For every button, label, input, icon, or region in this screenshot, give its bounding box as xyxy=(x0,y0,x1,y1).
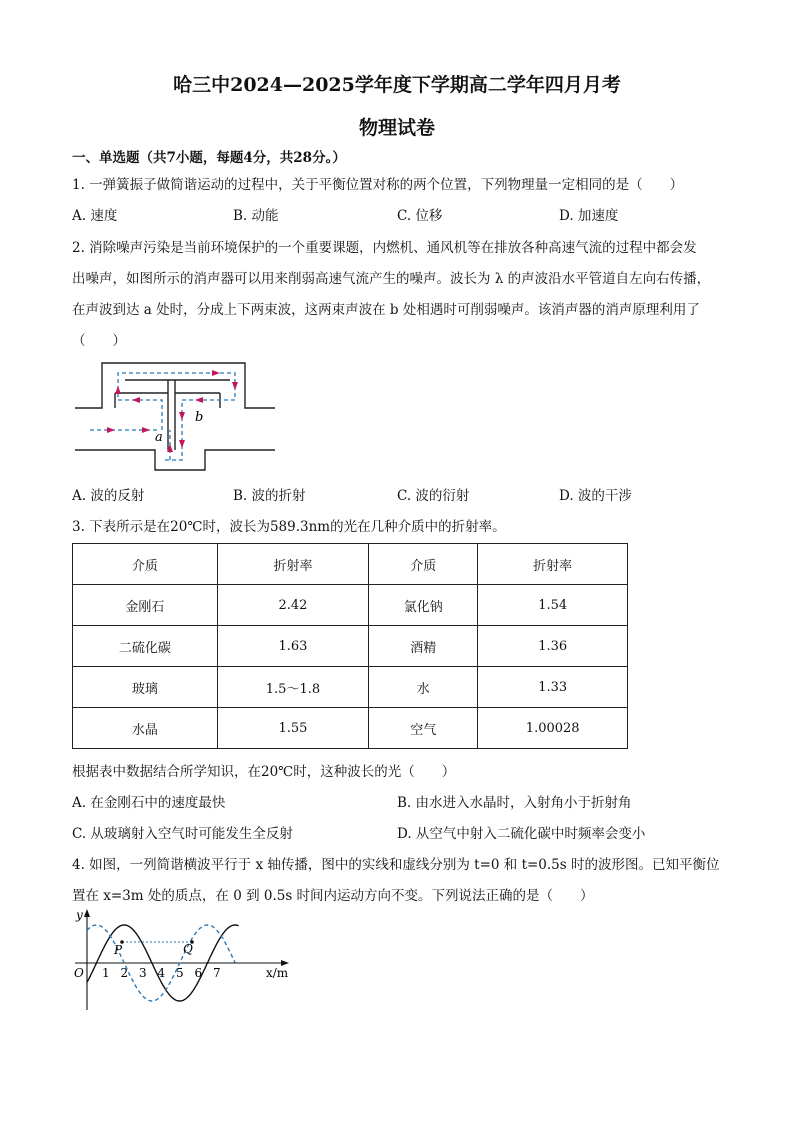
x-tick-label: 7 xyxy=(213,966,221,980)
q2-stem-line-3: 在声波到达 a 处时，分成上下两束波，这两束声波在 b 处相遇时可削弱噪声。该消声器的消声原理利用了 xyxy=(72,302,700,318)
table-cell: 1.54 xyxy=(478,585,628,626)
x-tick-label: 3 xyxy=(139,966,147,980)
x-axis-label: x/m xyxy=(266,966,289,980)
sound-path xyxy=(90,373,235,460)
q1-stem: 1. 一弹簧振子做简谐运动的过程中，关于平衡位置对称的两个位置，下列物理量一定相同的是（ ） xyxy=(72,177,684,193)
table-cell: 氯化钠 xyxy=(369,585,478,626)
q2-stem-line-2: 出噪声，如图所示的消声器可以用来削弱高速气流产生的噪声。波长为 λ 的声波沿水平管道自左向右传播， xyxy=(72,271,711,287)
x-tick-label: 6 xyxy=(194,966,203,980)
q3-option-c: C. 从玻璃射入空气时可能发生全反射 xyxy=(72,826,293,842)
point-q-label: Q xyxy=(183,942,193,956)
exam-title: 哈三中2024—2025学年度下学期高二学年四月月考 xyxy=(173,74,621,96)
label-a: a xyxy=(155,430,163,445)
table-row xyxy=(73,585,628,626)
q1-option-c: C. 位移 xyxy=(397,208,443,224)
x-tick-label: 2 xyxy=(120,966,129,980)
q3-question: 根据表中数据结合所学知识，在20℃时，这种波长的光（ ） xyxy=(72,764,456,780)
q2-option-c: C. 波的衍射 xyxy=(397,488,470,504)
muffler-pipe xyxy=(75,363,275,470)
q2-option-a: A. 波的反射 xyxy=(72,488,145,504)
table-header: 介质 xyxy=(369,544,478,585)
q3-option-d: D. 从空气中射入二硫化碳中时频率会变小 xyxy=(397,826,646,842)
origin-label: O xyxy=(74,966,84,980)
q2-option-b: B. 波的折射 xyxy=(233,488,306,504)
table-cell: 水晶 xyxy=(73,708,218,749)
table-header: 折射率 xyxy=(217,544,368,585)
refractive-index-table xyxy=(72,543,628,749)
y-axis-arrow xyxy=(84,909,90,917)
table-cell: 酒精 xyxy=(369,626,478,667)
exam-subtitle: 物理试卷 xyxy=(358,117,435,139)
table-cell: 空气 xyxy=(369,708,478,749)
q3-option-b: B. 由水进入水晶时，入射角小于折射角 xyxy=(397,795,632,811)
y-axis-label: y xyxy=(76,908,83,922)
direction-arrows xyxy=(107,370,238,452)
table-cell: 2.42 xyxy=(217,585,368,626)
axes xyxy=(75,913,285,1010)
q1-option-b: B. 动能 xyxy=(233,208,279,224)
wave-graph xyxy=(70,905,295,1015)
q2-stem-line-4: （ ） xyxy=(72,333,126,349)
q3-option-a: A. 在金刚石中的速度最快 xyxy=(72,795,226,811)
table-cell: 1.55 xyxy=(217,708,368,749)
x-tick-label: 5 xyxy=(176,966,184,980)
table-cell: 二硫化碳 xyxy=(73,626,218,667)
section-heading: 一、单选题（共7小题，每题4分，共28分。） xyxy=(72,150,346,166)
table-cell: 1.33 xyxy=(478,667,628,708)
table-header-row xyxy=(73,544,628,585)
table-cell: 1.36 xyxy=(478,626,628,667)
table-header: 折射率 xyxy=(478,544,628,585)
q1-option-a: A. 速度 xyxy=(72,208,118,224)
table-cell: 1.63 xyxy=(217,626,368,667)
q3-stem: 3. 下表所示是在20℃时，波长为589.3nm的光在几种介质中的折射率。 xyxy=(72,519,506,535)
table-row xyxy=(73,626,628,667)
q1-option-d: D. 加速度 xyxy=(559,208,619,224)
q4-stem-line-1: 4. 如图，一列简谐横波平行于 x 轴传播，图中的实线和虚线分别为 t=0 和 t=0.5s 时的波形图。已知平衡位 xyxy=(72,857,720,873)
muffler-diagram xyxy=(70,358,285,478)
table-cell: 水 xyxy=(369,667,478,708)
q2-option-d: D. 波的干涉 xyxy=(559,488,632,504)
x-tick-label: 4 xyxy=(157,966,166,980)
q2-stem-line-1: 2. 消除噪声污染是当前环境保护的一个重要课题，内燃机、通风机等在排放各种高速气流的过程中都会发 xyxy=(72,240,697,256)
table-row xyxy=(73,667,628,708)
point-p-label: P xyxy=(114,943,123,957)
table-cell: 玻璃 xyxy=(73,667,218,708)
label-b: b xyxy=(195,410,204,425)
table-header: 介质 xyxy=(73,544,218,585)
x-tick-label: 1 xyxy=(102,966,110,980)
table-cell: 金刚石 xyxy=(73,585,218,626)
table-row xyxy=(73,708,628,749)
q4-stem-line-2: 置在 x=3m 处的质点，在 0 到 0.5s 时间内运动方向不变。下列说法正确的是（ ） xyxy=(72,888,594,904)
table-cell: 1.00028 xyxy=(478,708,628,749)
table-cell: 1.5～1.8 xyxy=(217,667,368,708)
